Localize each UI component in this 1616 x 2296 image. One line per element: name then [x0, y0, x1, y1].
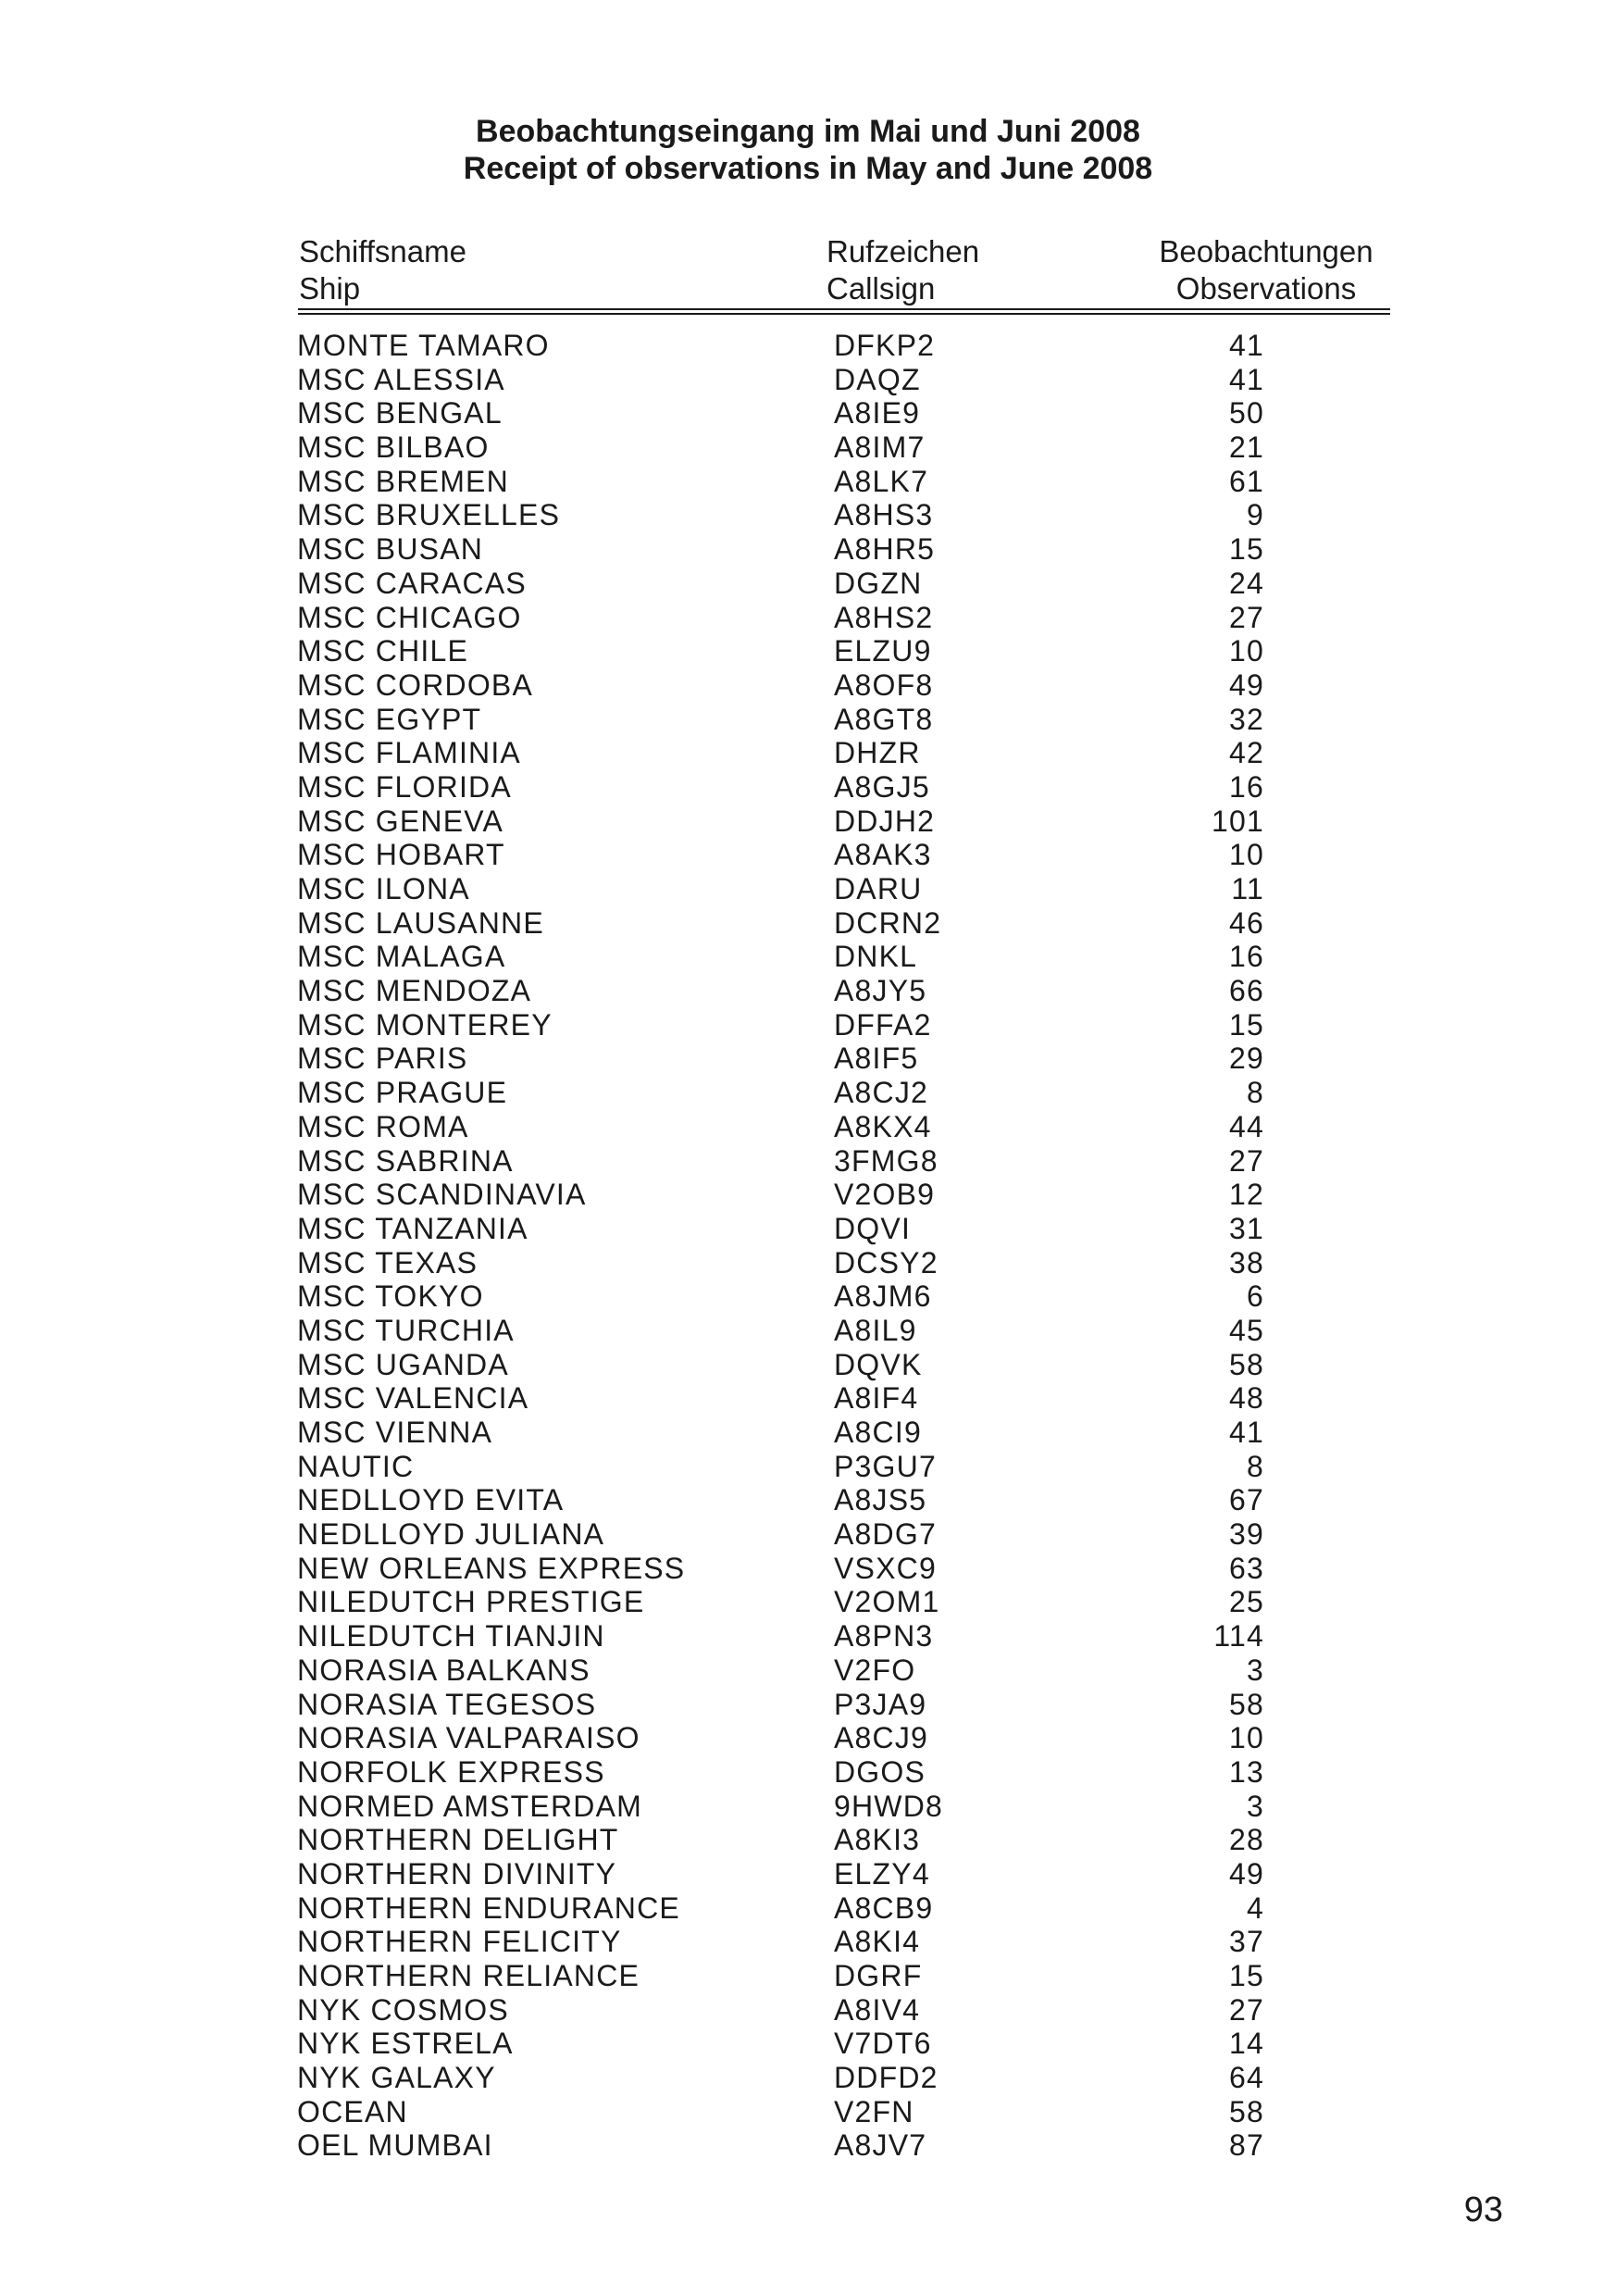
observations-count-cell: 15 — [1229, 1959, 1264, 1992]
callsign-cell: DDJH2 — [834, 804, 936, 838]
observations-count-cell: 10 — [1229, 634, 1264, 668]
table-row — [0, 1042, 1616, 1076]
observations-count-cell: 41 — [1229, 329, 1264, 362]
ship-name-cell: MSC PARIS — [297, 1042, 468, 1076]
callsign-cell: A8HR5 — [834, 532, 936, 567]
ship-name-cell: NEW ORLEANS EXPRESS — [297, 1551, 686, 1585]
ship-name-cell: MSC ILONA — [297, 872, 470, 905]
ship-name-cell: MSC HOBART — [297, 838, 505, 872]
callsign-cell: ELZU9 — [834, 634, 932, 668]
observations-count-cell: 16 — [1229, 940, 1264, 974]
observations-count-cell: 48 — [1229, 1381, 1264, 1416]
observations-count-cell: 27 — [1229, 1992, 1264, 2027]
ship-name-cell: MSC BREMEN — [297, 464, 509, 498]
ship-name-cell: MSC VALENCIA — [297, 1381, 529, 1416]
callsign-cell: A8KI4 — [834, 1925, 921, 1959]
callsign-cell: A8PN3 — [834, 1619, 934, 1653]
callsign-cell: A8HS3 — [834, 498, 934, 532]
observations-count-cell: 4 — [1247, 1890, 1264, 1925]
callsign-cell: 3FMG8 — [834, 1143, 939, 1178]
table-row — [0, 974, 1616, 1008]
table-row — [0, 634, 1616, 668]
observations-count-cell: 49 — [1229, 668, 1264, 702]
column-header-callsign-de: Rufzeichen — [827, 234, 980, 268]
table-row — [0, 396, 1616, 430]
ship-name-cell: MSC BILBAO — [297, 430, 490, 465]
table-row — [0, 668, 1616, 703]
ship-name-cell: MSC BENGAL — [297, 396, 503, 430]
observations-count-cell: 27 — [1229, 600, 1264, 634]
observations-count-cell: 41 — [1229, 1416, 1264, 1449]
observations-count-cell: 58 — [1229, 1687, 1264, 1721]
callsign-cell: V2OM1 — [834, 1585, 940, 1619]
page-title-english: Receipt of observations in May and June 2008 — [463, 151, 1153, 186]
observations-count-cell: 39 — [1229, 1517, 1264, 1552]
ship-name-cell: NORMED AMSTERDAM — [297, 1789, 642, 1823]
table-row — [0, 1314, 1616, 1348]
observations-count-cell: 67 — [1229, 1483, 1264, 1517]
callsign-cell: A8KX4 — [834, 1109, 932, 1143]
table-row — [0, 1688, 1616, 1722]
table-row — [0, 1008, 1616, 1042]
callsign-cell: A8AK3 — [834, 838, 932, 872]
ship-name-cell: MSC SCANDINAVIA — [297, 1178, 587, 1212]
table-row — [0, 465, 1616, 499]
ship-name-cell: NYK COSMOS — [297, 1992, 509, 2027]
ship-name-cell: MSC TEXAS — [297, 1245, 479, 1279]
callsign-cell: A8KI3 — [834, 1823, 921, 1857]
table-row — [0, 1110, 1616, 1144]
table-row — [0, 1416, 1616, 1450]
observations-count-cell: 6 — [1247, 1279, 1264, 1314]
observations-count-cell: 10 — [1229, 838, 1264, 872]
callsign-cell: A8GT8 — [834, 702, 934, 736]
ship-name-cell: MSC CHILE — [297, 634, 469, 668]
column-header-ship-en: Ship — [299, 271, 361, 306]
callsign-cell: V7DT6 — [834, 2027, 932, 2061]
observations-count-cell: 8 — [1247, 1076, 1264, 1110]
ship-name-cell: MSC PRAGUE — [297, 1076, 508, 1110]
ship-name-cell: MSC GENEVA — [297, 804, 503, 838]
table-row — [0, 1348, 1616, 1382]
table-row — [0, 1653, 1616, 1688]
table-row — [0, 1721, 1616, 1755]
observations-count-cell: 14 — [1229, 2027, 1264, 2061]
table-row — [0, 1212, 1616, 1246]
table-row — [0, 1585, 1616, 1619]
ship-name-cell: NORFOLK EXPRESS — [297, 1754, 605, 1789]
ship-name-cell: NORTHERN DIVINITY — [297, 1856, 617, 1890]
observations-count-cell: 41 — [1229, 362, 1264, 396]
table-row — [0, 1790, 1616, 1824]
callsign-cell: A8IM7 — [834, 430, 926, 465]
ship-name-cell: MSC LAUSANNE — [297, 905, 544, 940]
ship-name-cell: MSC MENDOZA — [297, 974, 532, 1008]
ship-name-cell: MSC CARACAS — [297, 566, 527, 600]
observations-count-cell: 50 — [1229, 396, 1264, 430]
callsign-cell: A8LK7 — [834, 464, 929, 498]
ship-name-cell: MSC CHICAGO — [297, 600, 522, 634]
observations-count-cell: 45 — [1229, 1313, 1264, 1347]
table-row — [0, 1552, 1616, 1586]
callsign-cell: A8JM6 — [834, 1279, 932, 1314]
observations-count-cell: 28 — [1229, 1823, 1264, 1857]
ship-name-cell: NORTHERN ENDURANCE — [297, 1890, 680, 1925]
ship-name-cell: NEDLLOYD JULIANA — [297, 1517, 605, 1552]
observations-count-cell: 66 — [1229, 974, 1264, 1008]
observations-count-cell: 44 — [1229, 1109, 1264, 1143]
callsign-cell: DARU — [834, 872, 923, 905]
observations-count-cell: 32 — [1229, 702, 1264, 736]
table-row — [0, 2027, 1616, 2061]
ship-name-cell: NILEDUTCH PRESTIGE — [297, 1585, 645, 1619]
ship-name-cell: NILEDUTCH TIANJIN — [297, 1619, 605, 1653]
table-row — [0, 838, 1616, 872]
ship-name-cell: NORTHERN RELIANCE — [297, 1959, 640, 1992]
callsign-cell: A8IE9 — [834, 396, 921, 430]
callsign-cell: P3JA9 — [834, 1687, 927, 1721]
callsign-cell: A8IF5 — [834, 1042, 919, 1076]
column-header-observations-de: Beobachtungen — [1159, 234, 1374, 268]
callsign-cell: VSXC9 — [834, 1551, 937, 1585]
observations-count-cell: 42 — [1229, 736, 1264, 770]
table-row — [0, 872, 1616, 906]
table-row — [0, 1076, 1616, 1110]
callsign-cell: DGOS — [834, 1754, 926, 1789]
callsign-cell: A8JY5 — [834, 974, 927, 1008]
observations-count-cell: 58 — [1229, 2094, 1264, 2128]
callsign-cell: P3GU7 — [834, 1449, 937, 1483]
table-row — [0, 805, 1616, 839]
table-row — [0, 567, 1616, 601]
table-row — [0, 1823, 1616, 1857]
callsign-cell: 9HWD8 — [834, 1789, 944, 1823]
column-header-callsign-en: Callsign — [827, 271, 936, 306]
callsign-cell: A8CI9 — [834, 1416, 922, 1449]
ship-name-cell: MSC MONTEREY — [297, 1007, 553, 1042]
ship-name-cell: MSC FLAMINIA — [297, 736, 521, 770]
ship-name-cell: NORASIA VALPARAISO — [297, 1721, 640, 1755]
callsign-cell: A8CJ2 — [834, 1076, 929, 1110]
callsign-cell: V2OB9 — [834, 1178, 936, 1212]
callsign-cell: DCSY2 — [834, 1245, 939, 1279]
observations-count-cell: 29 — [1229, 1042, 1264, 1076]
ship-name-cell: MSC FLORIDA — [297, 769, 512, 804]
ship-name-cell: NEDLLOYD EVITA — [297, 1483, 565, 1517]
table-row — [0, 601, 1616, 635]
table-row — [0, 1279, 1616, 1314]
ship-name-cell: NYK ESTRELA — [297, 2027, 514, 2061]
observations-count-cell: 58 — [1229, 1347, 1264, 1381]
observations-count-cell: 46 — [1229, 905, 1264, 940]
observations-count-cell: 8 — [1247, 1449, 1264, 1483]
page-number: 93 — [1463, 2190, 1503, 2229]
column-header-ship-de: Schiffsname — [299, 234, 466, 268]
table-row — [0, 770, 1616, 805]
table-row — [0, 1857, 1616, 1891]
callsign-cell: A8DG7 — [834, 1517, 937, 1552]
callsign-cell: A8IF4 — [834, 1381, 919, 1416]
observations-count-cell: 16 — [1229, 769, 1264, 804]
callsign-cell: DCRN2 — [834, 905, 942, 940]
table-row — [0, 1246, 1616, 1280]
table-row — [0, 1450, 1616, 1484]
callsign-cell: DGZN — [834, 566, 923, 600]
table-row — [0, 2128, 1616, 2163]
observations-count-cell: 37 — [1229, 1925, 1264, 1959]
table-row — [0, 1178, 1616, 1212]
table-row — [0, 1619, 1616, 1653]
table-row — [0, 1483, 1616, 1517]
ship-name-cell: NORTHERN DELIGHT — [297, 1823, 619, 1857]
callsign-cell: DQVI — [834, 1211, 912, 1245]
ship-name-cell: NORTHERN FELICITY — [297, 1925, 622, 1959]
callsign-cell: V2FO — [834, 1653, 916, 1687]
callsign-cell: DGRF — [834, 1959, 923, 1992]
ship-name-cell: NORASIA BALKANS — [297, 1653, 590, 1687]
callsign-cell: A8OF8 — [834, 668, 934, 702]
header-divider-top — [298, 308, 1390, 310]
observations-count-cell: 114 — [1213, 1619, 1264, 1653]
observations-count-cell: 38 — [1229, 1245, 1264, 1279]
callsign-cell: DFFA2 — [834, 1007, 932, 1042]
ship-name-cell: MSC TURCHIA — [297, 1313, 515, 1347]
observations-count-cell: 25 — [1229, 1585, 1264, 1619]
observations-count-cell: 10 — [1229, 1721, 1264, 1755]
callsign-cell: DNKL — [834, 940, 918, 974]
ship-name-cell: OCEAN — [297, 2094, 408, 2128]
ship-name-cell: MSC CORDOBA — [297, 668, 533, 702]
callsign-cell: DDFD2 — [834, 2061, 939, 2095]
callsign-cell: V2FN — [834, 2094, 914, 2128]
ship-name-cell: MSC VIENNA — [297, 1416, 493, 1449]
table-row — [0, 1517, 1616, 1552]
ship-name-cell: OEL MUMBAI — [297, 2128, 493, 2163]
table-row — [0, 363, 1616, 397]
callsign-cell: A8HS2 — [834, 600, 934, 634]
table-row — [0, 2095, 1616, 2129]
callsign-cell: A8CJ9 — [834, 1721, 929, 1755]
observations-table — [0, 329, 1616, 2163]
observations-count-cell: 13 — [1229, 1754, 1264, 1789]
callsign-cell: ELZY4 — [834, 1856, 930, 1890]
callsign-cell: A8IV4 — [834, 1992, 921, 2027]
ship-name-cell: MSC TOKYO — [297, 1279, 484, 1314]
observations-count-cell: 15 — [1229, 532, 1264, 567]
observations-count-cell: 9 — [1247, 498, 1264, 532]
callsign-cell: A8CB9 — [834, 1890, 934, 1925]
table-row — [0, 1891, 1616, 1926]
table-row — [0, 329, 1616, 363]
callsign-cell: DFKP2 — [834, 329, 936, 362]
table-row — [0, 1993, 1616, 2028]
ship-name-cell: NORASIA TEGESOS — [297, 1687, 597, 1721]
ship-name-cell: MSC EGYPT — [297, 702, 482, 736]
table-row — [0, 940, 1616, 974]
callsign-cell: A8JV7 — [834, 2128, 927, 2163]
observations-count-cell: 61 — [1229, 464, 1264, 498]
observations-count-cell: 31 — [1229, 1211, 1264, 1245]
observations-count-cell: 24 — [1229, 566, 1264, 600]
observations-count-cell: 11 — [1231, 872, 1264, 905]
observations-count-cell: 101 — [1212, 804, 1264, 838]
observations-count-cell: 12 — [1229, 1178, 1264, 1212]
page-title-german: Beobachtungseingang im Mai und Juni 2008 — [476, 114, 1140, 149]
table-row — [0, 532, 1616, 567]
observations-count-cell: 87 — [1229, 2128, 1264, 2163]
callsign-cell: DHZR — [834, 736, 921, 770]
ship-name-cell: MSC BUSAN — [297, 532, 484, 567]
ship-name-cell: MSC MALAGA — [297, 940, 506, 974]
ship-name-cell: NYK GALAXY — [297, 2061, 496, 2095]
header-divider-bottom — [298, 313, 1390, 315]
table-row — [0, 430, 1616, 465]
ship-name-cell: MONTE TAMARO — [297, 329, 550, 362]
ship-name-cell: NAUTIC — [297, 1449, 415, 1483]
observations-count-cell: 27 — [1229, 1143, 1264, 1178]
ship-name-cell: MSC SABRINA — [297, 1143, 514, 1178]
observations-count-cell: 3 — [1247, 1789, 1264, 1823]
ship-name-cell: MSC UGANDA — [297, 1347, 509, 1381]
column-header-observations-en: Observations — [1175, 271, 1357, 306]
observations-count-cell: 21 — [1229, 430, 1264, 465]
callsign-cell: A8JS5 — [834, 1483, 927, 1517]
observations-count-cell: 63 — [1229, 1551, 1264, 1585]
table-row — [0, 906, 1616, 941]
ship-name-cell: MSC TANZANIA — [297, 1211, 528, 1245]
table-row — [0, 1144, 1616, 1179]
ship-name-cell: MSC ALESSIA — [297, 362, 505, 396]
callsign-cell: DAQZ — [834, 362, 921, 396]
table-row — [0, 1755, 1616, 1790]
table-row — [0, 2061, 1616, 2095]
callsign-cell: A8GJ5 — [834, 769, 930, 804]
callsign-cell: DQVK — [834, 1347, 923, 1381]
observations-count-cell: 64 — [1229, 2061, 1264, 2095]
observations-count-cell: 3 — [1247, 1653, 1264, 1687]
table-row — [0, 703, 1616, 737]
callsign-cell: A8IL9 — [834, 1313, 917, 1347]
observations-count-cell: 15 — [1229, 1007, 1264, 1042]
ship-name-cell: MSC ROMA — [297, 1109, 469, 1143]
table-row — [0, 736, 1616, 770]
table-row — [0, 498, 1616, 532]
table-row — [0, 1959, 1616, 1993]
observations-count-cell: 49 — [1229, 1856, 1264, 1890]
ship-name-cell: MSC BRUXELLES — [297, 498, 561, 532]
table-row — [0, 1925, 1616, 1959]
table-row — [0, 1381, 1616, 1416]
